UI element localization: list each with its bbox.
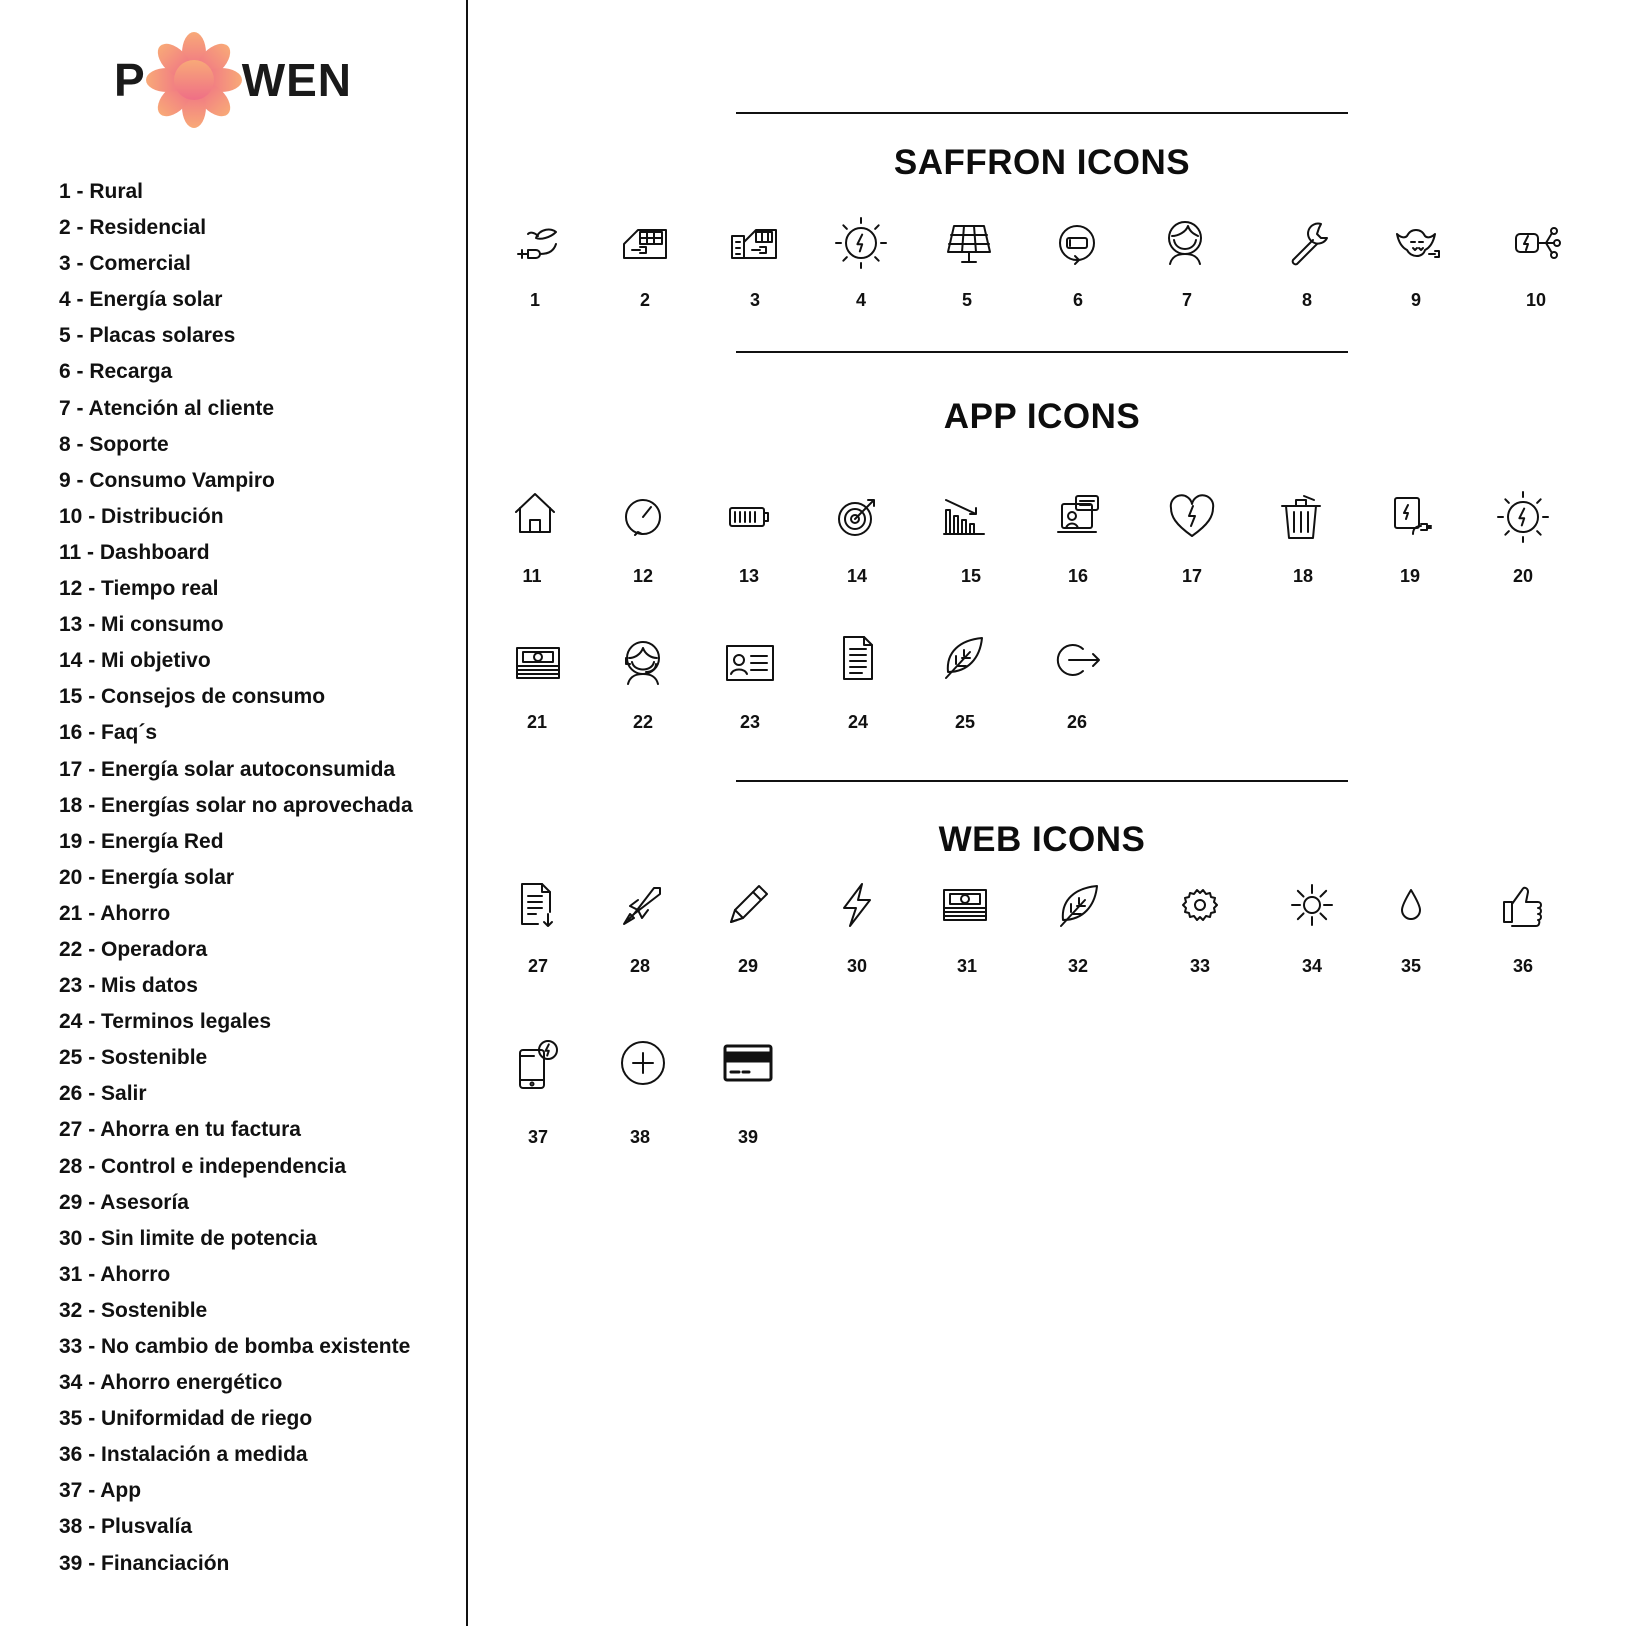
legend-item: 28 - Control e independencia [59, 1154, 347, 1178]
icon-number-label: 18 [1292, 566, 1314, 586]
icon-number-label: 26 [1066, 712, 1088, 732]
recharge-battery-icon [1050, 216, 1104, 270]
logout-exit-icon [1049, 633, 1103, 687]
icon-number-label: 29 [737, 956, 759, 976]
icon-number-label: 19 [1399, 566, 1421, 586]
faq-chat-icon [1052, 490, 1106, 544]
id-card-icon [723, 636, 777, 690]
home-dashboard-icon [508, 486, 562, 540]
water-drop-icon [1384, 878, 1438, 932]
icon-number-label: 2 [639, 290, 650, 310]
bar-chart-tips-icon [936, 490, 990, 544]
icon-number-label: 37 [527, 1127, 549, 1147]
icon-number-label: 1 [529, 290, 540, 310]
heart-bolt-icon [1165, 490, 1219, 544]
legend-item: 18 - Energías solar no aprovechada [59, 793, 413, 817]
legend-item: 1 - Rural [59, 180, 144, 203]
thumbs-up-icon [1496, 878, 1550, 932]
legend-item: 29 - Asesoría [59, 1190, 189, 1214]
icon-number-label: 16 [1067, 566, 1089, 586]
grid-energy-plug-icon [1383, 490, 1437, 544]
legend-item: 10 - Distribución [59, 504, 224, 528]
solar-sun-bolt-icon [1496, 490, 1550, 544]
legend-item: 13 - Mi consumo [59, 613, 224, 637]
legend-item: 14 - Mi objetivo [59, 649, 211, 673]
customer-service-icon [1158, 216, 1212, 270]
residential-house-solar-icon [618, 216, 672, 270]
operator-headset-icon [616, 636, 670, 690]
legend-item: 15 - Consejos de consumo [59, 685, 326, 709]
icon-number-label: 10 [1525, 290, 1547, 310]
legend-item: 24 - Terminos legales [59, 1010, 272, 1034]
vampire-plug-icon [1389, 216, 1443, 270]
sun-icon [1285, 878, 1339, 932]
target-goal-icon [830, 490, 884, 544]
commercial-building-solar-icon [726, 216, 780, 270]
legend-item: 17 - Energía solar autoconsumida [59, 757, 396, 781]
legend-item: 8 - Soporte [59, 432, 169, 456]
section-title-saffron: SAFFRON ICONS [893, 143, 1191, 182]
legend-item: 30 - Sin limite de potencia [59, 1226, 317, 1250]
section-title-app: APP ICONS [943, 397, 1141, 436]
legend-item: 22 - Operadora [59, 937, 208, 961]
icon-number-label: 27 [527, 956, 549, 976]
icon-number-label: 32 [1067, 956, 1089, 976]
icon-number-label: 7 [1181, 290, 1192, 310]
legend-item: 32 - Sostenible [59, 1298, 208, 1322]
icon-number-label: 33 [1189, 956, 1211, 976]
legend-item: 7 - Atención al cliente [59, 396, 275, 420]
icon-number-label: 38 [629, 1127, 651, 1147]
legend-item: 20 - Energía solar [59, 865, 235, 889]
icon-number-label: 36 [1512, 956, 1534, 976]
icon-number-label: 39 [737, 1127, 759, 1147]
leaf-sustainable-icon [936, 630, 990, 684]
legend-item: 3 - Comercial [59, 252, 191, 276]
mobile-app-icon [510, 1038, 564, 1092]
legend-item: 2 - Residencial [59, 216, 207, 240]
icon-number-label: 3 [749, 290, 760, 310]
legend-item: 16 - Faq´s [59, 721, 158, 745]
vertical-divider [466, 0, 468, 1626]
battery-consumption-icon [722, 490, 776, 544]
icon-number-label: 31 [956, 956, 978, 976]
legend-item: 34 - Ahorro energético [59, 1371, 283, 1395]
powen-logo [114, 30, 352, 130]
icon-number-label: 24 [847, 712, 869, 732]
section-title-web: WEB ICONS [938, 820, 1146, 859]
trash-wasted-energy-icon [1274, 490, 1328, 544]
legend-sidebar [0, 0, 466, 1626]
icon-legend-list [59, 174, 413, 1582]
icon-number-label: 13 [738, 566, 760, 586]
banknote-savings-icon [511, 636, 565, 690]
logo-text-left: P [114, 54, 146, 106]
icon-number-label: 11 [522, 566, 542, 586]
legend-item: 27 - Ahorra en tu factura [59, 1118, 301, 1142]
legend-item: 19 - Energía Red [59, 829, 224, 853]
credit-card-icon [721, 1036, 775, 1090]
solar-panel-icon [942, 216, 996, 270]
leaf-icon [1051, 878, 1105, 932]
legend-item: 21 - Ahorro [59, 901, 171, 925]
pencil-advice-icon [721, 878, 775, 932]
icon-number-label: 6 [1072, 290, 1083, 310]
icon-number-label: 9 [1410, 290, 1421, 310]
icon-number-label: 25 [954, 712, 976, 732]
legend-item: 33 - No cambio de bomba existente [59, 1335, 411, 1358]
legend-item: 37 - App [59, 1479, 142, 1503]
legend-item: 26 - Salir [59, 1082, 147, 1106]
legend-item: 35 - Uniformidad de riego [59, 1407, 313, 1431]
legend-item: 36 - Instalación a medida [59, 1443, 308, 1467]
solar-energy-sun-bolt-icon [834, 216, 888, 270]
icon-number-label: 17 [1181, 566, 1203, 586]
icon-number-label: 35 [1400, 956, 1422, 976]
icon-number-label: 28 [629, 956, 651, 976]
legend-item: 11 - Dashboard [59, 540, 210, 564]
lightning-bolt-icon [830, 878, 884, 932]
rural-plug-leaf-icon [510, 216, 564, 270]
flower-logo-icon [144, 30, 244, 130]
distribution-network-icon [1510, 216, 1564, 270]
section-rule-app [736, 351, 1348, 353]
legend-item: 31 - Ahorro [59, 1262, 171, 1286]
plus-circle-icon [616, 1036, 670, 1090]
realtime-gauge-icon [616, 490, 670, 544]
rocket-icon [616, 878, 670, 932]
icon-number-label: 20 [1512, 566, 1534, 586]
legend-item: 23 - Mis datos [59, 974, 198, 998]
invoice-download-icon [510, 878, 564, 932]
icon-number-label: 21 [526, 712, 548, 732]
section-rule-web [736, 780, 1348, 782]
legend-item: 39 - Financiación [59, 1551, 230, 1575]
icon-number-label: 4 [855, 290, 866, 310]
icon-number-label: 12 [632, 566, 654, 586]
icon-number-label: 23 [739, 712, 761, 732]
icon-number-label: 34 [1301, 956, 1323, 976]
logo-text-right: WEN [241, 54, 353, 106]
banknote-icon [938, 878, 992, 932]
icon-number-label: 5 [961, 290, 972, 310]
legend-item: 4 - Energía solar [59, 288, 223, 312]
section-rule-saffron [736, 112, 1348, 114]
legend-item: 9 - Consumo Vampiro [59, 468, 275, 492]
icon-number-label: 8 [1301, 290, 1312, 310]
legend-item: 38 - Plusvalía [59, 1515, 193, 1539]
icon-number-label: 22 [632, 712, 654, 732]
wrench-support-icon [1281, 216, 1335, 270]
legend-item: 12 - Tiempo real [59, 577, 219, 601]
icon-number-label: 30 [846, 956, 868, 976]
icon-number-label: 14 [846, 566, 868, 586]
icon-number-label: 15 [960, 566, 982, 586]
gear-icon [1173, 878, 1227, 932]
legend-item: 25 - Sostenible [59, 1046, 208, 1070]
legend-item: 6 - Recarga [59, 360, 173, 384]
legal-document-icon [830, 631, 884, 685]
legend-item: 5 - Placas solares [59, 324, 236, 348]
